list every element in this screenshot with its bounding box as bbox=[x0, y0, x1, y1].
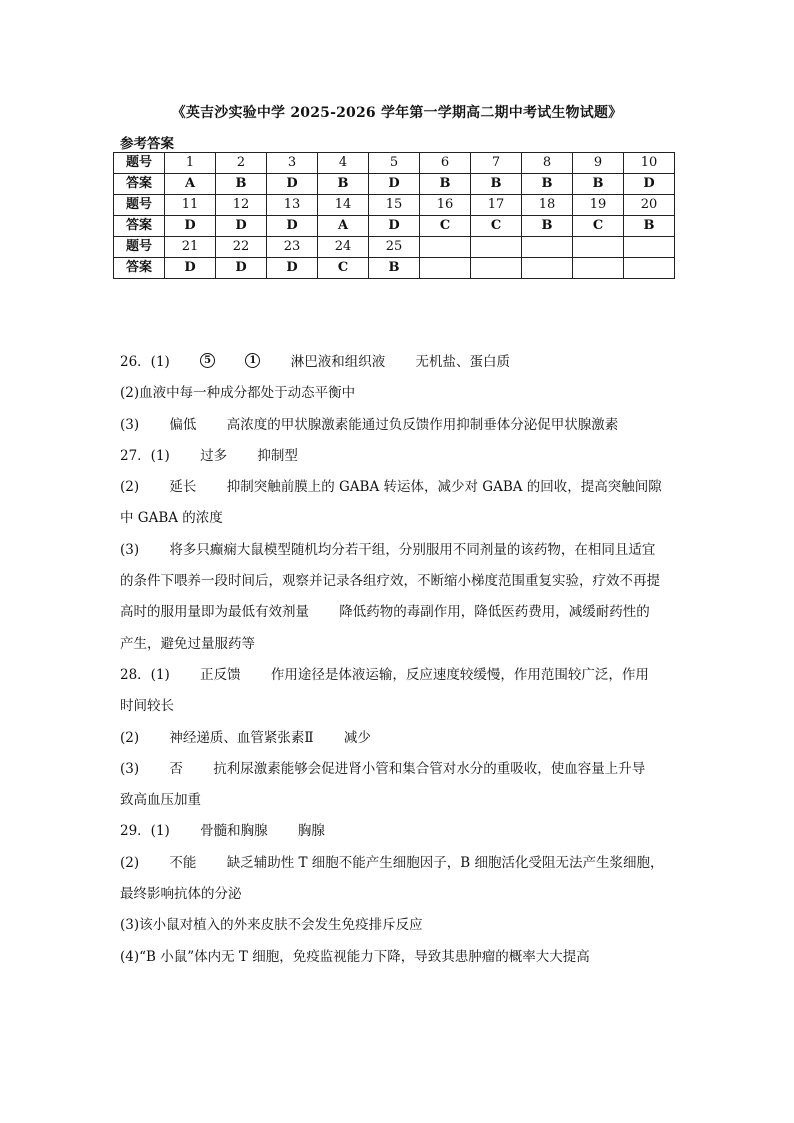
question-number-cell: 2 bbox=[216, 153, 267, 174]
answer-27-3-line4: 产生，避免过量服药等 bbox=[120, 635, 255, 652]
answer-cell bbox=[624, 258, 675, 279]
question-number-cell: 19 bbox=[573, 195, 624, 216]
answer-cell: B bbox=[318, 174, 369, 195]
answer-row bbox=[114, 174, 675, 195]
answer-29-1: 29．(1) 骨髓和胸腺 胸腺 bbox=[120, 823, 325, 840]
question-number-cell: 24 bbox=[318, 237, 369, 258]
question-number-cell: 18 bbox=[522, 195, 573, 216]
question-number-cell bbox=[624, 237, 675, 258]
row-label-question: 题号 bbox=[114, 195, 165, 216]
question-number-cell: 22 bbox=[216, 237, 267, 258]
answer-cell bbox=[573, 258, 624, 279]
answer-cell: D bbox=[165, 216, 216, 237]
answer-cell: B bbox=[624, 216, 675, 237]
answer-29-2: (2) 不能 缺乏辅助性 T 细胞不能产生细胞因子，B 细胞活化受阻无法产生浆细胞， bbox=[120, 854, 664, 871]
answer-26-2: (2)血液中每一种成分都处于动态平衡中 bbox=[120, 385, 356, 402]
answer-table bbox=[113, 152, 675, 279]
answer-cell: B bbox=[420, 174, 471, 195]
answer-28-1-cont: 时间较长 bbox=[120, 698, 174, 715]
answer-28-3-cont: 致高血压加重 bbox=[120, 792, 201, 809]
row-label-answer: 答案 bbox=[114, 174, 165, 195]
answer-cell: B bbox=[573, 174, 624, 195]
question-number-cell: 13 bbox=[267, 195, 318, 216]
answer-27-3: (3) 将多只癫痫大鼠模型随机均分若干组，分别服用不同剂量的该药物，在相同且适宜 bbox=[120, 541, 656, 558]
answer-27-3-line3: 高时的服用量即为最低有效剂量 降低药物的毒副作用，降低医药费用，减缓耐药性的 bbox=[120, 604, 650, 621]
answer-26-3: (3) 偏低 高浓度的甲状腺激素能通过负反馈作用抑制垂体分泌促甲状腺激素 bbox=[120, 416, 619, 433]
question-number-cell: 15 bbox=[369, 195, 420, 216]
question-number-cell: 23 bbox=[267, 237, 318, 258]
question-number-cell: 14 bbox=[318, 195, 369, 216]
answer-cell: A bbox=[318, 216, 369, 237]
row-label-question: 题号 bbox=[114, 237, 165, 258]
answer-27-2-cont: 中 GABA 的浓度 bbox=[120, 510, 223, 527]
question-number-cell bbox=[471, 237, 522, 258]
answer-row bbox=[114, 216, 675, 237]
answer-cell: B bbox=[216, 174, 267, 195]
answer-27-1: 27．(1) 过多 抑制型 bbox=[120, 447, 298, 464]
row-label-question: 题号 bbox=[114, 153, 165, 174]
answer-cell: C bbox=[471, 216, 522, 237]
question-number-row bbox=[114, 153, 675, 174]
answer-26-1: 26．(1) 5 1 淋巴液和组织液 无机盐、蛋白质 bbox=[120, 354, 510, 370]
question-number-cell bbox=[573, 237, 624, 258]
answer-28-3: (3) 否 抗利尿激素能够会促进肾小管和集合管对水分的重吸收，使血容量上升导 bbox=[120, 760, 646, 777]
answer-cell: B bbox=[522, 216, 573, 237]
answer-cell: D bbox=[216, 258, 267, 279]
question-number-cell: 10 bbox=[624, 153, 675, 174]
answer-cell: D bbox=[267, 174, 318, 195]
answer-cell: D bbox=[216, 216, 267, 237]
document-title: 《英吉沙实验中学 2025-2026 学年第一学期高二期中考试生物试题》 bbox=[171, 105, 623, 121]
answer-cell: D bbox=[369, 216, 420, 237]
question-number-cell: 25 bbox=[369, 237, 420, 258]
question-number-cell: 21 bbox=[165, 237, 216, 258]
answer-29-3: (3)该小鼠对植入的外来皮肤不会发生免疫排斥反应 bbox=[120, 917, 423, 934]
question-number-cell: 9 bbox=[573, 153, 624, 174]
answer-cell: C bbox=[420, 216, 471, 237]
answer-key-heading: 参考答案 bbox=[120, 136, 174, 152]
answer-28-2: (2) 神经递质、血管紧张素Ⅱ 减少 bbox=[120, 729, 371, 746]
answer-cell: B bbox=[522, 174, 573, 195]
question-number-cell: 17 bbox=[471, 195, 522, 216]
circled-number-5: 5 bbox=[200, 353, 215, 368]
answer-cell: C bbox=[318, 258, 369, 279]
question-number-cell: 16 bbox=[420, 195, 471, 216]
answer-cell bbox=[420, 258, 471, 279]
row-label-answer: 答案 bbox=[114, 258, 165, 279]
answer-27-3-line2: 的条件下喂养一段时间后，观察并记录各组疗效，不断缩小梯度范围重复实验，疗效不再提 bbox=[120, 573, 660, 590]
answer-cell bbox=[522, 258, 573, 279]
question-number-cell: 12 bbox=[216, 195, 267, 216]
question-number-cell: 8 bbox=[522, 153, 573, 174]
answer-row bbox=[114, 258, 675, 279]
question-number-cell: 11 bbox=[165, 195, 216, 216]
answer-27-2: (2) 延长 抑制突触前膜上的 GABA 转运体，减少对 GABA 的回收，提高突触间隙 bbox=[120, 479, 662, 496]
question-number-cell: 3 bbox=[267, 153, 318, 174]
answer-cell: D bbox=[165, 258, 216, 279]
answer-cell: B bbox=[369, 258, 420, 279]
question-number-cell: 5 bbox=[369, 153, 420, 174]
answer-cell: A bbox=[165, 174, 216, 195]
answer-cell: D bbox=[267, 258, 318, 279]
question-number-cell: 7 bbox=[471, 153, 522, 174]
answer-cell: D bbox=[267, 216, 318, 237]
answer-cell: B bbox=[471, 174, 522, 195]
answer-cell: C bbox=[573, 216, 624, 237]
question-number-cell: 1 bbox=[165, 153, 216, 174]
circled-number-1: 1 bbox=[245, 353, 260, 368]
question-number-cell bbox=[522, 237, 573, 258]
answer-cell: D bbox=[369, 174, 420, 195]
answer-28-1: 28．(1) 正反馈 作用途径是体液运输，反应速度较缓慢，作用范围较广泛，作用 bbox=[120, 666, 649, 683]
answer-cell: D bbox=[624, 174, 675, 195]
question-number-row bbox=[114, 195, 675, 216]
question-number-cell: 4 bbox=[318, 153, 369, 174]
row-label-answer: 答案 bbox=[114, 216, 165, 237]
question-number-cell: 20 bbox=[624, 195, 675, 216]
question-number-cell: 6 bbox=[420, 153, 471, 174]
answer-cell bbox=[471, 258, 522, 279]
question-number-row bbox=[114, 237, 675, 258]
answer-29-4: (4)“B 小鼠”体内无 T 细胞，免疫监视能力下降，导致其患肿瘤的概率大大提高 bbox=[120, 948, 590, 965]
free-response-answers bbox=[120, 347, 680, 973]
question-number-cell bbox=[420, 237, 471, 258]
answer-29-2-cont: 最终影响抗体的分泌 bbox=[120, 886, 242, 903]
